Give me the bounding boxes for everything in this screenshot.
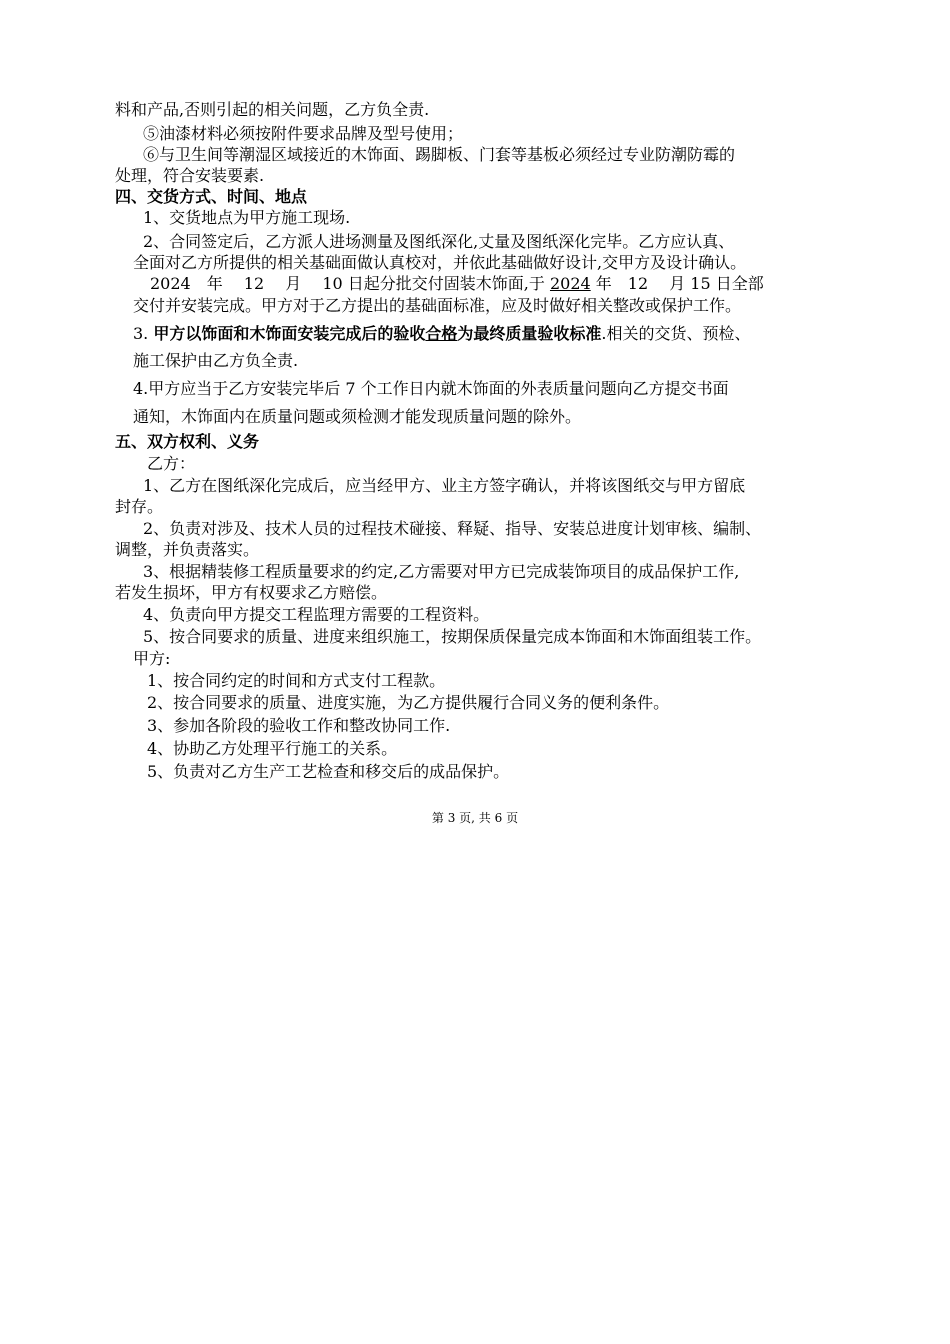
- text-line: 处理，符合安装要素.: [115, 166, 265, 185]
- text-line: 2、按合同要求的质量、进度实施，为乙方提供履行合同义务的便利条件。: [147, 693, 670, 712]
- text-line: 料和产品,否则引起的相关问题，乙方负全责.: [115, 100, 430, 119]
- text-line: 4、协助乙方处理平行施工的关系。: [147, 739, 398, 758]
- acceptance-standard-line: [133, 323, 751, 345]
- text-line: 通知，木饰面内在质量问题或须检测才能发现质量问题的除外。: [133, 407, 582, 426]
- text-line: 乙方：: [147, 454, 196, 473]
- text-line: 3、根据精装修工程质量要求的约定,乙方需要对甲方已完成装饰项目的成品保护工作,: [143, 562, 740, 581]
- text-span: 2024 年 12 月 10 日起分批交付固装木饰面,于: [150, 274, 550, 293]
- text-line: ⑤油漆材料必须按附件要求品牌及型号使用；: [143, 124, 464, 143]
- text-line: 4、负责向甲方提交工程监理方需要的工程资料。: [143, 605, 490, 624]
- underlined-year: 2024: [549, 274, 591, 293]
- bold-underlined-text: 合格: [425, 324, 458, 343]
- text-line: 封存。: [115, 497, 164, 516]
- text-line: 1、按合同约定的时间和方式支付工程款。: [147, 671, 446, 690]
- text-line: 5、负责对乙方生产工艺检查和移交后的成品保护。: [147, 762, 510, 781]
- text-span: 3.: [133, 324, 154, 343]
- text-line: 施工保护由乙方负全责.: [133, 351, 299, 370]
- bold-text: 为最终质量验收标准: [457, 324, 602, 343]
- text-line: 全面对乙方所提供的相关基础面做认真校对，并依此基础做好设计,交甲方及设计确认。: [133, 253, 747, 272]
- text-line: 1、交货地点为甲方施工现场.: [143, 208, 351, 227]
- text-line: 1、乙方在图纸深化完成后，应当经甲方、业主方签字确认，并将该图纸交与甲方留底: [143, 476, 746, 495]
- delivery-dates-line: [150, 273, 764, 295]
- text-line: 2、负责对涉及、技术人员的过程技术碰接、释疑、指导、安装总进度计划审核、编制、: [143, 519, 762, 538]
- bold-text: 甲方以饰面和木饰面安装完成后的验收: [153, 324, 426, 343]
- text-line: 3、参加各阶段的验收工作和整改协同工作.: [147, 716, 451, 735]
- text-line: 5、按合同要求的质量、进度来组织施工，按期保质保量完成本饰面和木饰面组装工作。: [143, 627, 762, 646]
- text-span: .相关的交货、预检、: [601, 324, 751, 343]
- text-line: 若发生损坏，甲方有权要求乙方赔偿。: [115, 583, 388, 602]
- text-line: 4.甲方应当于乙方安装完毕后 7 个工作日内就木饰面的外表质量问题向乙方提交书面: [133, 379, 729, 398]
- text-line: 甲方:: [133, 649, 171, 668]
- text-line: 2、合同签定后，乙方派人进场测量及图纸深化,丈量及图纸深化完毕。乙方应认真、: [143, 232, 735, 251]
- section-heading-4: 四、交货方式、时间、地点: [115, 187, 308, 206]
- text-line: 交付并安装完成。甲方对于乙方提出的基础面标准，应及时做好相关整改或保护工作。: [133, 296, 742, 315]
- text-line: 调整，并负责落实。: [115, 540, 260, 559]
- text-span: 年 12 月 15 日全部: [590, 274, 764, 293]
- page-footer: 第 3 页, 共 6 页: [431, 811, 519, 825]
- section-heading-5: 五、双方权利、义务: [115, 432, 260, 451]
- text-line: ⑥与卫生间等潮湿区域接近的木饰面、踢脚板、门套等基板必须经过专业防潮防霉的: [143, 145, 736, 164]
